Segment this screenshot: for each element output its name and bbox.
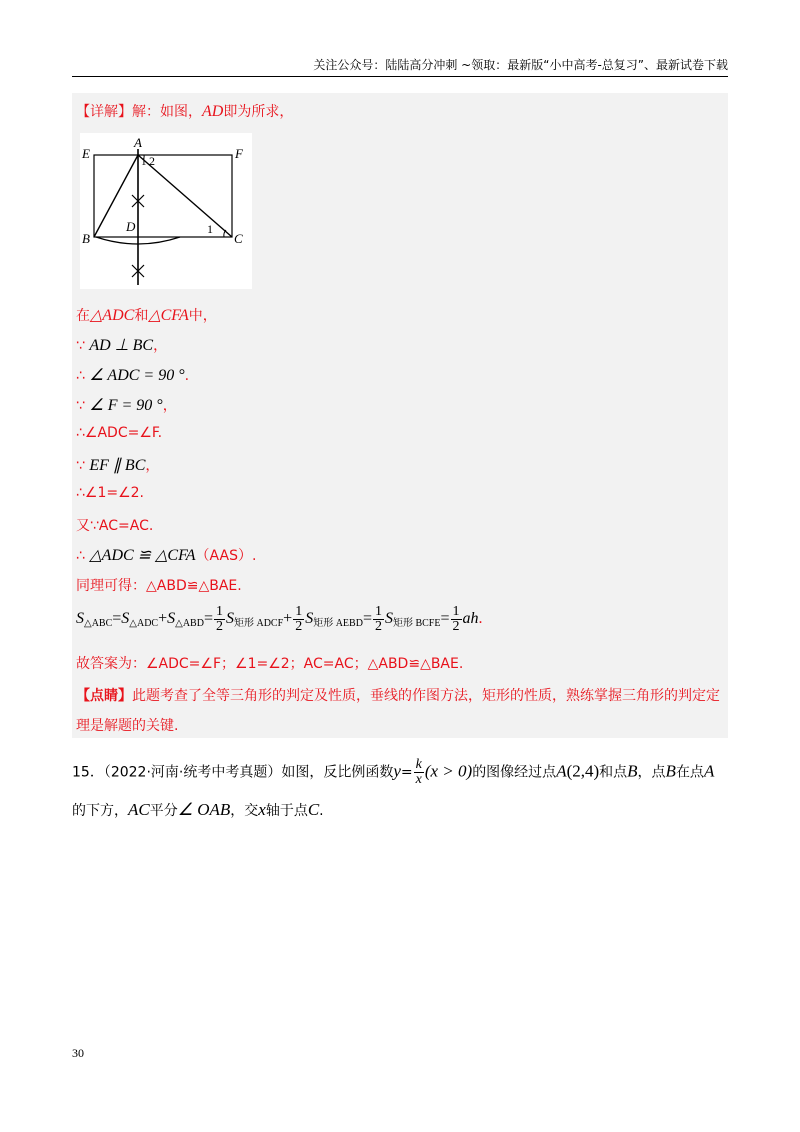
geometry-figure bbox=[80, 133, 252, 289]
comment-line-1 bbox=[76, 685, 720, 705]
l1-and: 和 bbox=[134, 308, 149, 324]
f-plus1: + bbox=[158, 610, 168, 628]
f-eq1: = bbox=[112, 610, 122, 628]
detail-line bbox=[76, 101, 293, 121]
f3-den: 2 bbox=[374, 619, 382, 634]
comment-text-1: 此题考查了全等三角形的判定及性质，垂线的作图方法，矩形的性质，熟练掌握三角形的判定定 bbox=[132, 688, 720, 704]
q-coords: (2,4) bbox=[566, 761, 600, 781]
f-frac-3 bbox=[373, 605, 384, 634]
l9-expr: △ADC ≌ △CFA bbox=[89, 547, 196, 564]
l9-therefore: ∴ bbox=[76, 548, 85, 564]
f-frac-2 bbox=[293, 605, 304, 634]
f-s-rect1: S bbox=[225, 610, 234, 628]
f-ah: ah bbox=[462, 610, 479, 628]
comment-tag: 【点睛】 bbox=[76, 688, 132, 704]
f2-num: 1 bbox=[295, 604, 303, 619]
f4-num: 1 bbox=[452, 604, 460, 619]
l3-expr: ∠ ADC = 90 ° bbox=[89, 367, 185, 384]
q-point-a: A bbox=[556, 761, 567, 781]
f-s-rect2: S bbox=[305, 610, 314, 628]
label-f: F bbox=[235, 146, 243, 161]
q-eq: = bbox=[400, 764, 413, 781]
l4-end: ， bbox=[162, 398, 177, 414]
l9-end: . bbox=[251, 548, 257, 564]
q-intro: 15．（2022·河南·统考中考真题）如图，反比例函数 bbox=[72, 764, 394, 781]
q2-e: . bbox=[319, 803, 324, 819]
page-header: 关注公众号：陆陆高分冲刺 ~领取：最新版“小中高考-总复习”、最新试卷下载 bbox=[313, 58, 728, 72]
l6-expr: EF ∥ BC bbox=[89, 457, 146, 474]
f-sub-rect2: 矩形 AEBD bbox=[313, 618, 363, 630]
q-x: x bbox=[415, 772, 422, 787]
q2-x: x bbox=[258, 800, 266, 819]
line-ac-eq-ac: 又∵AC=AC. bbox=[76, 518, 154, 534]
q2-ac: AC bbox=[128, 800, 150, 819]
q2-point-c: C bbox=[307, 800, 320, 819]
label-angle-2: 2 bbox=[149, 154, 155, 168]
detail-tag: 【详解】 bbox=[76, 104, 132, 120]
f-s-rect3: S bbox=[384, 610, 393, 628]
l6-end: ， bbox=[145, 458, 160, 474]
q-point-b2: B bbox=[665, 761, 676, 781]
q2-a: 的下方， bbox=[72, 803, 128, 819]
f-frac-1 bbox=[214, 605, 225, 634]
q-cond: (x > 0) bbox=[424, 761, 473, 781]
f-sub-rect3: 矩形 BCFE bbox=[392, 618, 441, 630]
l3-therefore: ∴ bbox=[76, 368, 85, 384]
label-angle-1-top: 1 bbox=[141, 156, 147, 168]
f1-num: 1 bbox=[215, 604, 223, 619]
area-formula bbox=[76, 605, 483, 634]
f-end: . bbox=[478, 610, 483, 628]
l4-because: ∵ bbox=[76, 398, 85, 414]
l2-expr: AD ⊥ BC bbox=[89, 337, 154, 354]
label-angle-1-bottom: 1 bbox=[207, 222, 213, 236]
header-rule bbox=[72, 76, 728, 77]
f-eq3: = bbox=[362, 610, 372, 628]
q-d: ，点 bbox=[637, 764, 666, 781]
q2-angle: ∠ OAB bbox=[177, 800, 231, 819]
f3-num: 1 bbox=[374, 604, 382, 619]
line-similarly: 同理可得：△ABD≌△BAE. bbox=[76, 578, 242, 594]
q-c: 和点 bbox=[599, 764, 628, 781]
line-angle-adc bbox=[76, 365, 189, 385]
label-d: D bbox=[126, 219, 136, 234]
detail-tail: 即为所求， bbox=[223, 104, 294, 120]
l6-because: ∵ bbox=[76, 458, 85, 474]
f-frac-4 bbox=[451, 605, 462, 634]
label-b: B bbox=[82, 231, 90, 246]
q-k: k bbox=[415, 757, 422, 772]
l1-triangle-adc: △ADC bbox=[90, 307, 135, 324]
q2-d: 轴于点 bbox=[265, 803, 308, 819]
f-sub-abd: △ABD bbox=[175, 618, 204, 630]
detail-text: 解：如图， bbox=[132, 104, 202, 120]
page-number: 30 bbox=[72, 1046, 84, 1060]
question-line-2 bbox=[72, 800, 324, 820]
q2-b: 平分 bbox=[149, 803, 178, 819]
f-sub-abc: △ABC bbox=[84, 618, 113, 630]
label-a: A bbox=[134, 135, 142, 150]
line-angle-f bbox=[76, 395, 177, 415]
l2-because: ∵ bbox=[76, 338, 85, 354]
answer-summary: 故答案为：∠ADC=∠F；∠1=∠2；AC=AC；△ABD≌△BAE. bbox=[76, 656, 464, 672]
rectangle-triangle-diagram bbox=[80, 133, 252, 289]
answer-box bbox=[72, 93, 728, 738]
l9-paren: （AAS） bbox=[195, 548, 252, 564]
q-point-a2: A bbox=[703, 761, 715, 781]
f-eq4: = bbox=[440, 610, 450, 628]
q-b: 的图像经过点 bbox=[472, 764, 557, 781]
f-sub-adc: △ADC bbox=[129, 618, 159, 630]
f1-den: 2 bbox=[215, 619, 223, 634]
l3-end: . bbox=[184, 368, 190, 384]
comment-line-2: 理是解题的关键. bbox=[76, 718, 179, 734]
line-angle1-eq-angle2: ∴∠1=∠2. bbox=[76, 485, 145, 501]
label-c: C bbox=[234, 231, 243, 246]
line-ef-parallel-bc bbox=[76, 455, 159, 475]
l1-a: 在 bbox=[76, 308, 90, 324]
l1-b: 中， bbox=[188, 308, 217, 324]
f-sub-rect1: 矩形 ADCF bbox=[233, 618, 284, 630]
f-plus2: + bbox=[283, 610, 293, 628]
detail-var: AD bbox=[202, 103, 224, 120]
l1-triangle-cfa: △CFA bbox=[148, 307, 189, 324]
f2-den: 2 bbox=[295, 619, 303, 634]
line-ad-perp-bc bbox=[76, 335, 167, 355]
question-line-1 bbox=[72, 758, 714, 787]
q-e: 在点 bbox=[675, 764, 704, 781]
f-s-adc: S bbox=[121, 610, 130, 628]
q-point-b: B bbox=[627, 761, 638, 781]
line-in-triangles bbox=[76, 305, 217, 325]
f-s-abc: S bbox=[76, 610, 84, 628]
f-s-abd: S bbox=[167, 610, 176, 628]
l2-end: ， bbox=[153, 338, 168, 354]
f4-den: 2 bbox=[452, 619, 460, 634]
l4-expr: ∠ F = 90 ° bbox=[89, 397, 163, 414]
label-e: E bbox=[82, 146, 90, 161]
q2-c: ，交 bbox=[230, 803, 259, 819]
line-congruent bbox=[76, 545, 256, 565]
line-adc-eq-f: ∴∠ADC=∠F. bbox=[76, 425, 163, 441]
q-y: y bbox=[393, 761, 401, 781]
f-eq2: = bbox=[203, 610, 213, 628]
q-fraction bbox=[414, 758, 424, 787]
